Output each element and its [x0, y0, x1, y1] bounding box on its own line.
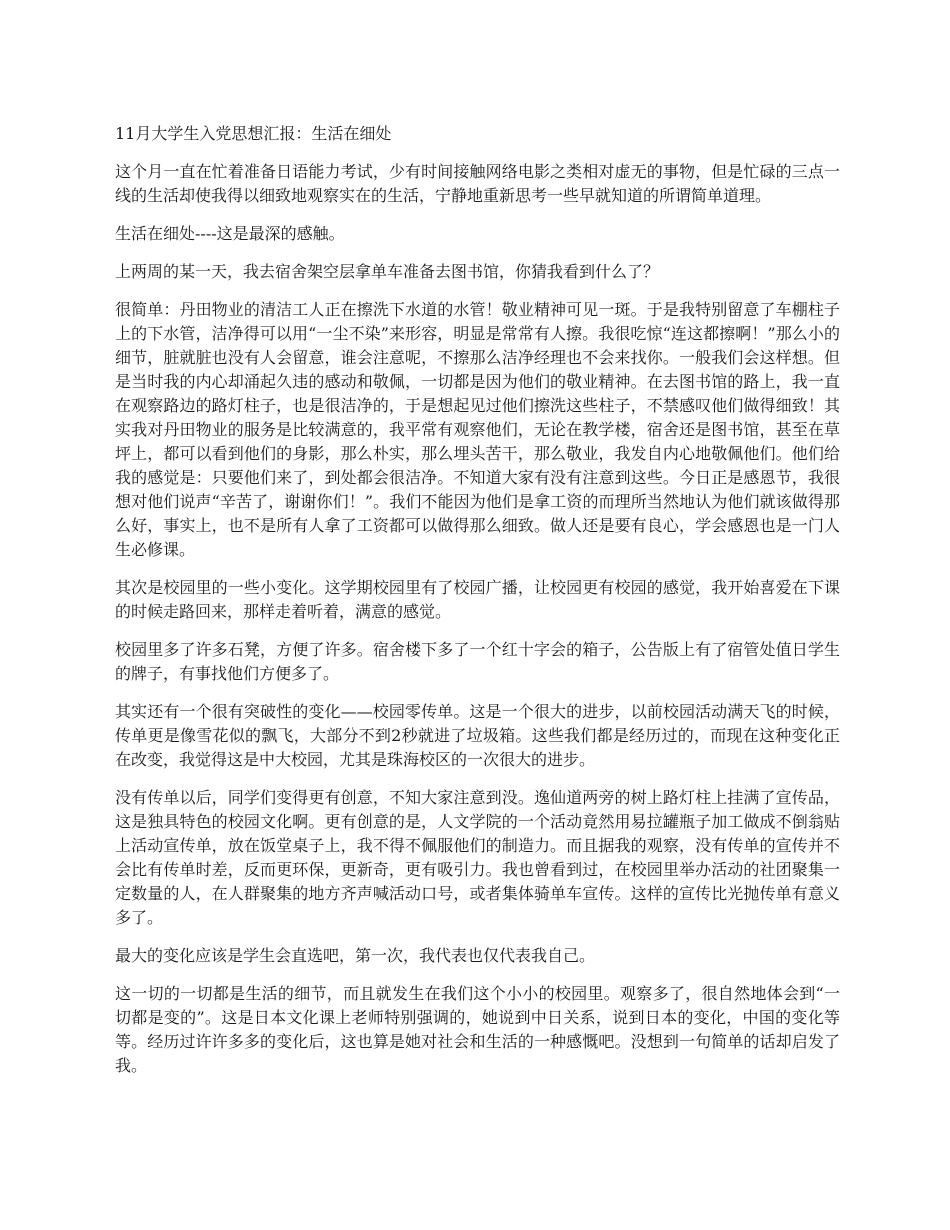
document-page — [115, 122, 840, 1092]
paragraph-no-flyers: 其实还有一个很有突破性的变化——校园零传单。这是一个很大的进步，以前校园活动满天飞的时候，传单更是像雪花似的飘飞，大部分不到2秒就进了垃圾箱。这些我们都是经历过的，而现在这种变化正在改变，我觉得这是中大校园，尤其是珠海校区的一次很大的进步。 — [115, 702, 840, 769]
paragraph-intro: 这个月一直在忙着准备日语能力考试，少有时间接触网络电影之类相对虚无的事物，但是忙碌的三点一线的生活却使我得以细致地观察实在的生活，宁静地重新思考一些早就知道的所谓简单道理。 — [115, 162, 840, 205]
document-title: 11月大学生入党思想汇报：生活在细处 — [115, 124, 392, 143]
paragraph-stone-benches: 校园里多了许多石凳，方便了许多。宿舍楼下多了一个红十字会的箱子，公告版上有了宿管处值日学生的牌子，有事找他们方便多了。 — [115, 640, 840, 683]
paragraph-anecdote: 上两周的某一天，我去宿舍架空层拿单车准备去图书馆，你猜我看到什么了？ — [115, 262, 660, 281]
paragraph-conclusion: 这一切的一切都是生活的细节，而且就发生在我们这个小小的校园里。观察多了，很自然地体会到“一切都是变的”。这是日本文化课上老师特别强调的，她说到中日关系，说到日本的变化，中国的变化等等。经历过许许多多的变化后，这也算是她对社会和生活的一种感慨吧。没想到一句简单的话却启发了我。 — [115, 984, 840, 1075]
paragraph-campus-changes: 其次是校园里的一些小变化。这学期校园里有了校园广播，让校园更有校园的感觉，我开始喜爱在下课的时候走路回来，那样走着听着，满意的感觉。 — [115, 578, 840, 621]
paragraph-theme: 生活在细处----这是最深的感触。 — [115, 224, 345, 243]
paragraph-creativity: 没有传单以后，同学们变得更有创意，不知大家注意到没。逸仙道两旁的树上路灯柱上挂满了宣传品，这是独具特色的校园文化啊。更有创意的是，人文学院的一个活动竟然用易拉罐瓶子加工做成不倒翁贴上活动宣传单，放在饭堂桌子上，我不得不佩服他们的制造力。而且据我的观察，没有传单的宣传并不会比有传单时差，反而更环保，更新奇，更有吸引力。我也曾看到过，在校园里举办活动的社团聚集一定数量的人，在人群聚集的地方齐声喊活动口号，或者集体骑单车宣传。这样的宣传比光抛传单有意义多了。 — [115, 788, 840, 927]
paragraph-cleaners: 很简单：丹田物业的清洁工人正在擦洗下水道的水管！敬业精神可见一斑。于是我特别留意了车棚柱子上的下水管，洁净得可以用“一尘不染”来形容，明显是常常有人擦。我很吃惊“连这都擦啊！”那么小的细节，脏就脏也没有人会留意，谁会注意呢，不擦那么洁净经理也不会来找你。一般我们会这样想。但是当时我的内心却涌起久违的感动和敬佩，一切都是因为他们的敬业精神。在去图书馆的路上，我一直在观察路边的路灯柱子，也是很洁净的，于是想起见过他们擦洗这些柱子，不禁感叹他们做得细致！其实我对丹田物业的服务是比较满意的，我平常有观察他们，无论在教学楼，宿舍还是图书馆，甚至在草坪上，都可以看到他们的身影，那么朴实，那么埋头苦干，那么敬业，我发自内心地敬佩他们。他们给我的感觉是：只要他们来了，到处都会很洁净。不知道大家有没有注意到这些。今日正是感恩节，我很想对他们说声“辛苦了，谢谢你们！”。我们不能因为他们是拿工资的而理所当然地认为他们就该做得那么好，事实上，也不是所有人拿了工资都可以做得那么细致。做人还是要有良心，学会感恩也是一门人生必修课。 — [115, 300, 840, 559]
paragraph-election: 最大的变化应该是学生会直选吧，第一次，我代表也仅代表我自己。 — [115, 946, 596, 965]
